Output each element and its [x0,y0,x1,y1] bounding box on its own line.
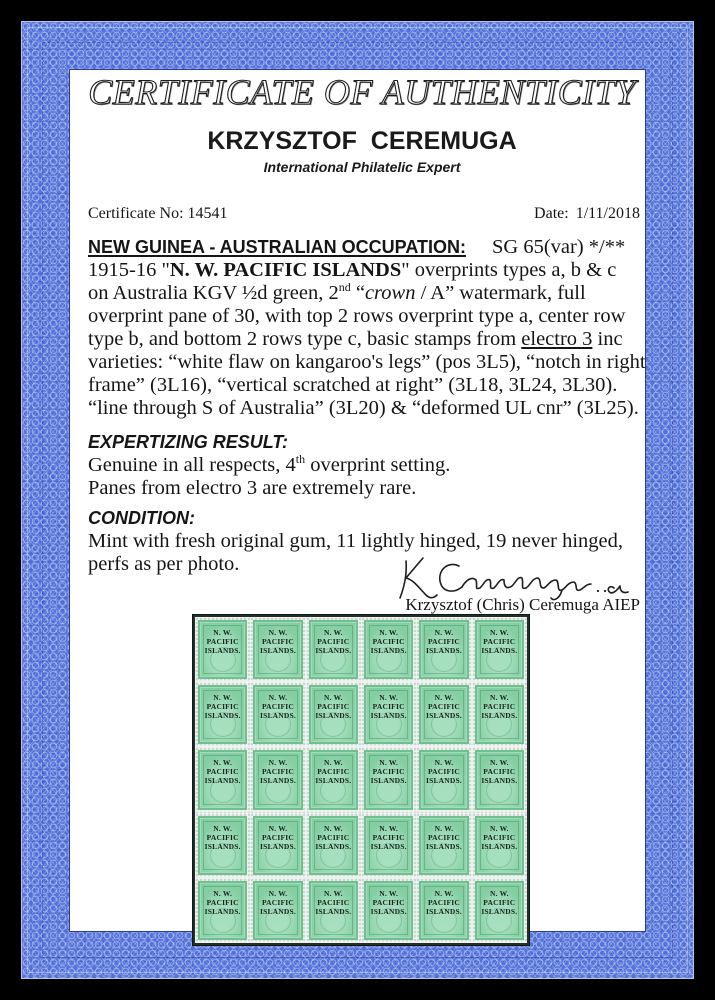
overprint [198,693,247,720]
stamp-face [419,816,468,875]
overprint [198,889,247,916]
catalogue-number: SG 65(var) */** [491,236,626,258]
stamp [472,747,527,812]
stamp-face [364,881,413,940]
result-text: overprint setting. [305,454,451,476]
overprint [419,758,468,785]
description-text: 1915-16 " [88,259,170,281]
overprint-line: ISLANDS. [204,841,241,851]
overprint-line: PACIFIC [206,637,239,646]
overprint-line: PACIFIC [206,767,239,777]
description-text: varieties: “white flaw on kangaroo's legs” (pos 3L5), “notch in right [88,351,646,373]
overprint-line: N. W. [213,758,233,768]
condition-line [88,530,623,553]
overprint-line: N. W. [268,888,288,898]
certificate-number-value: 14541 [187,205,228,222]
ordinal-suffix: th [295,452,306,467]
stamp-face [419,750,468,809]
stamp-face [198,620,247,679]
overprint-line: N. W. [434,758,454,768]
overprint-line: N. W. [434,628,454,637]
overprint-name: N. W. PACIFIC ISLANDS [169,259,402,281]
overprint [253,628,302,655]
description-line [88,305,646,328]
overprint-line: PACIFIC [261,767,295,777]
stamp [250,617,305,682]
overprint-line: ISLANDS. [204,646,241,655]
stamp-face [309,685,358,744]
stamp-face [253,750,302,809]
stamp-face [475,881,524,940]
stamp-face [198,816,247,875]
overprint-line: PACIFIC [372,702,405,712]
stamp [306,878,361,943]
overprint [198,628,247,655]
overprint-line: ISLANDS. [315,711,352,721]
overprint-line: ISLANDS. [425,776,462,786]
overprint-line: ISLANDS. [259,841,296,851]
stamp-face [253,685,302,744]
overprint-line: PACIFIC [317,897,350,907]
overprint [253,824,302,851]
overprint-line: PACIFIC [317,637,350,646]
overprint-line: PACIFIC [427,832,461,842]
ordinal-suffix: nd [338,280,351,295]
result-line [88,454,450,477]
stamp [416,747,471,812]
stamp-face [309,881,358,940]
overprint-line: N. W. [489,693,509,703]
condition-text: perfs as per photo. [88,553,240,575]
certificate-number-label: Certificate No: [88,205,184,222]
overprint-line: PACIFIC [206,832,239,842]
overprint-line: ISLANDS. [481,711,518,721]
overprint [475,693,524,720]
stamp-face [419,685,468,744]
overprint-line: ISLANDS. [425,841,462,851]
description-text: on Australia KGV ½d green, 2 [88,282,339,304]
stamp [472,813,527,878]
stamp-face [253,881,302,940]
description-line [88,328,646,351]
overprint-line: PACIFIC [372,832,405,842]
overprint-line: N. W. [379,628,399,637]
description-text: inc [592,328,623,350]
overprint-line: ISLANDS. [481,646,518,655]
overprint-line: ISLANDS. [481,906,518,916]
overprint-line: ISLANDS. [204,711,241,721]
overprint [419,693,468,720]
overprint-line: PACIFIC [483,767,516,777]
expert-name: KRZYSZTOF CEREMUGA [207,127,517,155]
overprint-line: PACIFIC [427,897,461,907]
overprint-line: PACIFIC [261,832,295,842]
overprint [475,758,524,785]
overprint-line: N. W. [323,758,343,768]
overprint-line: ISLANDS. [259,646,296,655]
stamp-face [198,685,247,744]
electro-reference: electro 3 [521,328,593,350]
stamp [416,878,471,943]
stamp [361,682,416,747]
overprint-line: N. W. [268,628,288,637]
overprint-line: PACIFIC [372,637,405,646]
condition-heading-line [88,507,623,530]
stamp [306,747,361,812]
description-text: “ [350,282,365,304]
overprint [253,889,302,916]
overprint-line: N. W. [213,628,233,637]
overprint-line: PACIFIC [206,702,239,712]
result-text: Panes from electro 3 are extremely rare. [88,477,417,499]
overprint-line: N. W. [379,758,399,768]
stamp [306,813,361,878]
overprint-line: ISLANDS. [370,906,407,916]
stamp-face [198,750,247,809]
overprint-line: N. W. [213,888,233,898]
overprint-line: N. W. [268,758,288,768]
overprint-line: N. W. [434,823,454,833]
watermark-name: crown [364,282,416,304]
overprint-line: N. W. [213,693,233,703]
overprint [364,758,413,785]
overprint-line: N. W. [268,693,288,703]
overprint-line: ISLANDS. [481,841,518,851]
stamp [306,682,361,747]
stamp [195,682,250,747]
overprint-line: PACIFIC [261,897,295,907]
overprint-line: PACIFIC [483,702,516,712]
overprint-line: PACIFIC [483,637,516,646]
description-text: / A” watermark, full [415,282,586,304]
overprint-line: ISLANDS. [425,711,462,721]
overprint [198,824,247,851]
result-text: Genuine in all respects, 4 [88,454,296,476]
overprint [419,824,468,851]
overprint-line: N. W. [323,888,343,898]
stamp-face [198,881,247,940]
item-description [88,236,646,420]
description-line [88,259,646,282]
certificate-info-row [88,204,640,224]
stamp [195,813,250,878]
stamp [416,813,471,878]
condition-text: Mint with fresh original gum, 11 lightly hinged, 19 never hinged, [88,530,624,552]
overprint-line: PACIFIC [317,767,350,777]
stamp [472,617,527,682]
overprint-line: ISLANDS. [370,711,407,721]
description-text: type b, and bottom 2 rows type c, basic stamps from [88,328,522,350]
overprint-line: PACIFIC [483,832,516,842]
stamp-face [475,685,524,744]
overprint-line: ISLANDS. [315,906,352,916]
overprint-line: PACIFIC [427,767,461,777]
overprint-line: N. W. [213,823,233,833]
overprint [253,693,302,720]
stamp [416,617,471,682]
overprint-line: ISLANDS. [481,776,518,786]
overprint-line: ISLANDS. [370,776,407,786]
overprint [364,824,413,851]
overprint-line: PACIFIC [317,702,350,712]
overprint [475,628,524,655]
stamp-face [309,620,358,679]
description-text: " overprints types a, b & c [401,259,617,281]
overprint [309,824,358,851]
overprint-line: PACIFIC [261,637,295,646]
stamp-face [364,685,413,744]
overprint [253,758,302,785]
stamp [250,682,305,747]
overprint [309,628,358,655]
stamp-pane [193,615,529,945]
overprint [419,628,468,655]
description-line [88,397,646,420]
overprint-line: ISLANDS. [315,646,352,655]
overprint [309,889,358,916]
description-line [88,282,646,305]
overprint [475,824,524,851]
description-text: “line through S of Australia” (3L20) & “deformed UL cnr” (3L25). [88,397,639,419]
overprint-line: N. W. [434,888,454,898]
stamp [361,813,416,878]
signatory-name: Krzysztof (Chris) Ceremuga AIEP [405,595,640,614]
overprint-line: ISLANDS. [204,906,241,916]
result-heading-line [88,431,450,454]
condition-heading: CONDITION: [88,508,195,528]
stamp [250,878,305,943]
overprint [419,889,468,916]
overprint-line: N. W. [489,758,509,768]
overprint-line: N. W. [434,693,454,703]
stamp-face [475,620,524,679]
stamp-face [253,620,302,679]
overprint-line: N. W. [489,888,509,898]
overprint [309,758,358,785]
stamp-face [419,881,468,940]
date-value: 1/11/2018 [575,205,640,222]
overprint-line: ISLANDS. [425,646,462,655]
item-heading-line [88,236,646,259]
overprint-line: N. W. [489,628,509,637]
overprint-line: ISLANDS. [370,646,407,655]
certificate-date [534,204,640,224]
stamp [195,878,250,943]
expertizing-result [88,431,450,500]
stamp-face [475,750,524,809]
stamp [250,747,305,812]
overprint [364,889,413,916]
stamp [361,747,416,812]
stamp-face [253,816,302,875]
certificate-number [88,204,228,224]
overprint-line: PACIFIC [427,702,461,712]
stamp [361,878,416,943]
stamp [195,617,250,682]
stamp [195,747,250,812]
stamp-face [364,620,413,679]
result-line [88,477,450,500]
expert-subtitle: International Philatelic Expert [263,159,461,175]
stamp-face [475,816,524,875]
overprint-line: N. W. [323,823,343,833]
overprint-line: PACIFIC [261,702,295,712]
result-heading: EXPERTIZING RESULT: [88,432,289,452]
overprint-line: PACIFIC [483,897,516,907]
overprint-line: PACIFIC [372,897,405,907]
stamp [361,617,416,682]
stamp-face [364,750,413,809]
overprint-line: ISLANDS. [259,776,296,786]
overprint-line: PACIFIC [317,832,350,842]
stamp-face [419,620,468,679]
stamp [472,682,527,747]
overprint-line: PACIFIC [427,637,461,646]
date-label: Date: [534,205,569,222]
overprint-line: N. W. [489,823,509,833]
stamp [472,878,527,943]
overprint-line: N. W. [379,888,399,898]
description-line [88,374,646,397]
item-heading: NEW GUINEA - AUSTRALIAN OCCUPATION: [88,237,466,257]
overprint-line: ISLANDS. [259,711,296,721]
overprint-line: N. W. [323,628,343,637]
overprint [364,628,413,655]
overprint-line: ISLANDS. [425,906,462,916]
overprint-line: ISLANDS. [315,776,352,786]
overprint-line: PACIFIC [206,897,239,907]
overprint-line: PACIFIC [372,767,405,777]
overprint-line: N. W. [323,693,343,703]
overprint-line: N. W. [379,823,399,833]
stamp [250,813,305,878]
certificate-title: CERTIFICATE OF AUTHENTICITY [88,72,636,112]
stamp-face [309,816,358,875]
overprint [475,889,524,916]
description-line [88,351,646,374]
description-text: frame” (3L16), “vertical scratched at right” (3L18, 3L24, 3L30). [88,374,618,396]
overprint-line: ISLANDS. [315,841,352,851]
overprint-line: N. W. [268,823,288,833]
overprint [198,758,247,785]
overprint-line: ISLANDS. [370,841,407,851]
overprint [309,693,358,720]
stamp [416,682,471,747]
stamp-face [364,816,413,875]
description-text: overprint pane of 30, with top 2 rows overprint type a, center row [88,305,626,327]
stamp [306,617,361,682]
overprint-line: ISLANDS. [204,776,241,786]
overprint [364,693,413,720]
overprint-line: ISLANDS. [259,906,296,916]
stamp-face [309,750,358,809]
overprint-line: N. W. [379,693,399,703]
